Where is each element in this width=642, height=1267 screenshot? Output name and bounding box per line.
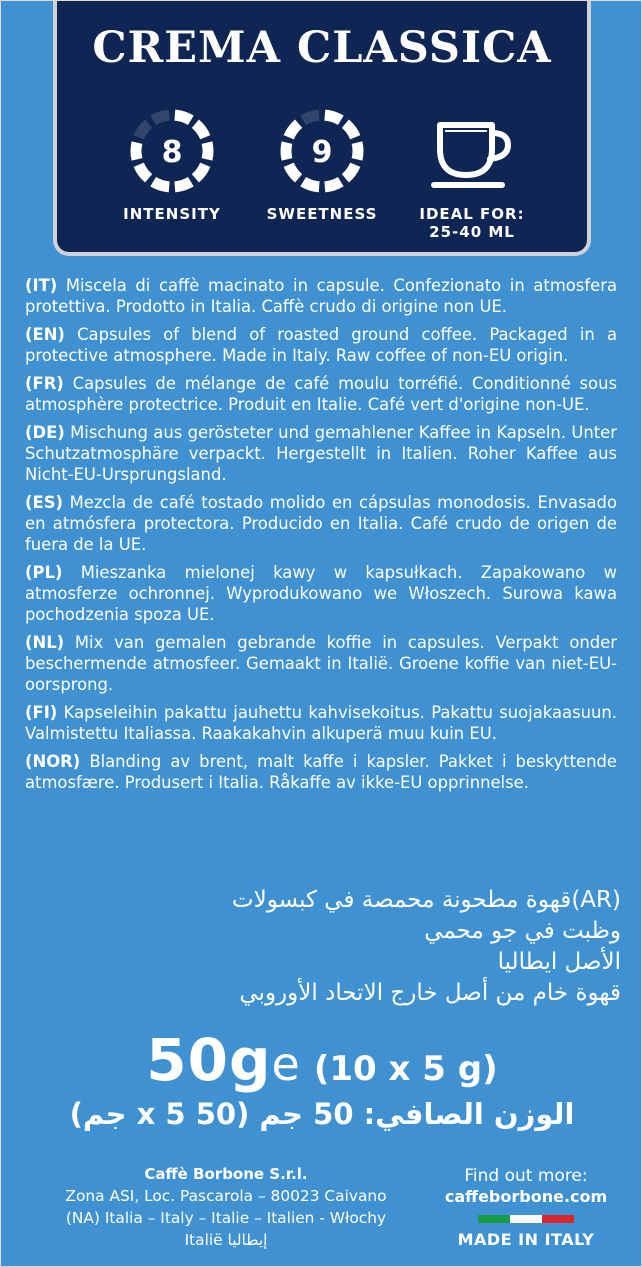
find-out-more [431, 1165, 621, 1251]
description-es [25, 492, 617, 555]
description-text: Mieszanka mielonej kawy w kapsułkach. Zapakowano w atmosferze ochronnej. Wyprodukowano we Włoszech. Surowa kawa pochodzenia spoza UE. [25, 563, 617, 624]
language-code: (FI) [25, 703, 58, 722]
description-pl [25, 562, 617, 625]
flag-stripe-green [478, 1215, 510, 1223]
dial-segment [175, 182, 191, 187]
dial-segment [289, 124, 299, 138]
italian-flag-icon [478, 1215, 574, 1223]
language-code: (EN) [25, 325, 65, 344]
description-en [25, 324, 617, 366]
dial-segment [153, 115, 169, 120]
arabic-line: قهوة خام من أصل خارج الاتحاد الأوروبي [239, 980, 621, 1006]
dial-segment [139, 165, 149, 179]
arabic-text: قهوة مطحونة محمصة في كبسولات [231, 887, 572, 913]
company-address-line3: Italië إيطاليا [184, 1231, 268, 1249]
dial-segment [303, 115, 319, 120]
intensity-dial-icon [126, 105, 218, 197]
language-code: (PL) [25, 563, 63, 582]
description-text: Mischung aus gerösteter und gemahlener Kaffee in Kapseln. Unter Schutzatmosphäre verpackt. Hergestellt in Italien. Roher Kaffee aus Nicht-EU-Ursprungsland. [25, 423, 617, 484]
dial-segment [357, 143, 358, 160]
dial-segment [303, 182, 319, 187]
language-code: (ES) [25, 493, 63, 512]
made-in-italy: MADE IN ITALY [457, 1230, 595, 1249]
arabic-line: الأصل ايطاليا [497, 949, 621, 975]
sweetness-dial-icon [276, 105, 368, 197]
description-text: Mezcla de café tostado molido en cápsulas monodosis. Envasado en atmósfera protectora. Producido en Italia. Café crudo de origen de fuera de la UE. [25, 493, 617, 554]
description-text: Capsules de mélange de café moulu torréfié. Conditionné sous atmosphère protectrice. Produit en Italie. Café vert d'origine non-UE. [25, 374, 617, 414]
arabic-line [151, 885, 621, 916]
company-info [31, 1163, 421, 1251]
language-code: (DE) [25, 423, 65, 442]
dial-segment [153, 182, 169, 187]
ideal-for-label [402, 205, 542, 241]
dial-segment [207, 143, 208, 160]
description-text: Capsules of blend of roasted ground coffee. Packaged in a protective atmosphere. Made in Italy. Raw coffee of non-EU origin. [25, 325, 617, 365]
description-text: Blanding av brent, malt kaffe i kapsler. Pakket i beskyttende atmosfære. Produsert i Italia. Råkaffe av ikke-EU opprinnelse. [25, 752, 617, 792]
description-ar [151, 885, 621, 1009]
dial-segment [175, 115, 191, 120]
intensity-value: 8 [161, 135, 183, 170]
sweetness-label: SWEETNESS [266, 205, 378, 223]
dial-segment [286, 143, 287, 160]
dial-segment [136, 143, 137, 160]
find-out-label: Find out more: [464, 1166, 588, 1186]
website-link[interactable]: caffeborbone.com [444, 1187, 608, 1206]
dial-segment [195, 165, 205, 179]
dial-segment [325, 115, 341, 120]
dial-segment [345, 165, 355, 179]
sweetness-badge [252, 105, 392, 223]
description-fi [25, 702, 617, 744]
company-name: Caffè Borbone S.r.l. [144, 1165, 308, 1183]
description-list [25, 275, 617, 800]
ideal-for-badge [402, 105, 542, 241]
coffee-cup-icon [426, 105, 518, 197]
description-it [25, 275, 617, 317]
description-nl [25, 632, 617, 695]
intensity-badge [102, 105, 242, 223]
language-code: (NOR) [25, 752, 81, 771]
flag-stripe-white [510, 1215, 542, 1223]
description-de [25, 422, 617, 485]
description-text: Miscela di caffè macinato in capsule. Confezionato in atmosfera protettiva. Prodotto in Italia. Caffè crudo di origine non UE. [25, 276, 617, 316]
description-text: Mix van gemalen gebrande koffie in capsules. Verpakt onder beschermende atmosfeer. Gemaakt in Italië. Groene koffie van niet-EU-oorsprong. [25, 633, 617, 694]
description-fr [25, 373, 617, 415]
sweetness-value: 9 [311, 135, 333, 170]
description-text: Kapseleihin pakattu jauhettu kahvisekoitus. Pakattu suojakaasuun. Valmistettu Italiassa. Raakakahvin alkuperä muu kuin EU. [25, 703, 617, 743]
description-nor [25, 751, 617, 793]
header-band [53, 1, 591, 256]
ideal-for-line2: 25-40 ML [429, 223, 515, 241]
net-weight-value: 50g [146, 1026, 272, 1094]
language-code: (IT) [25, 276, 58, 295]
product-title: CREMA CLASSICA [92, 23, 552, 73]
language-code: (AR) [571, 887, 621, 913]
language-code: (FR) [25, 374, 64, 393]
dial-segment [289, 165, 299, 179]
estimated-sign: e [271, 1037, 300, 1091]
net-weight-arabic: الوزن الصافي: 50 جم (50 x 5 جم) [69, 1097, 575, 1131]
company-address-line2: (NA) Italia – Italy – Italie – Italien - Włochy [65, 1209, 387, 1227]
dial-segment [345, 124, 355, 138]
ideal-for-line1: IDEAL FOR: [419, 205, 525, 223]
intensity-label: INTENSITY [123, 205, 221, 223]
language-code: (NL) [25, 633, 65, 652]
arabic-line: وظبت في جو محمي [424, 918, 621, 944]
dial-segment [139, 124, 149, 138]
company-address-line1: Zona ASI, Loc. Pascarola – 80023 Caivano [65, 1187, 387, 1205]
dial-segment [325, 182, 341, 187]
net-weight-detail: (10 x 5 g) [313, 1049, 498, 1089]
net-weight [1, 1026, 642, 1094]
dial-segment [195, 124, 205, 138]
flag-stripe-red [542, 1215, 574, 1223]
